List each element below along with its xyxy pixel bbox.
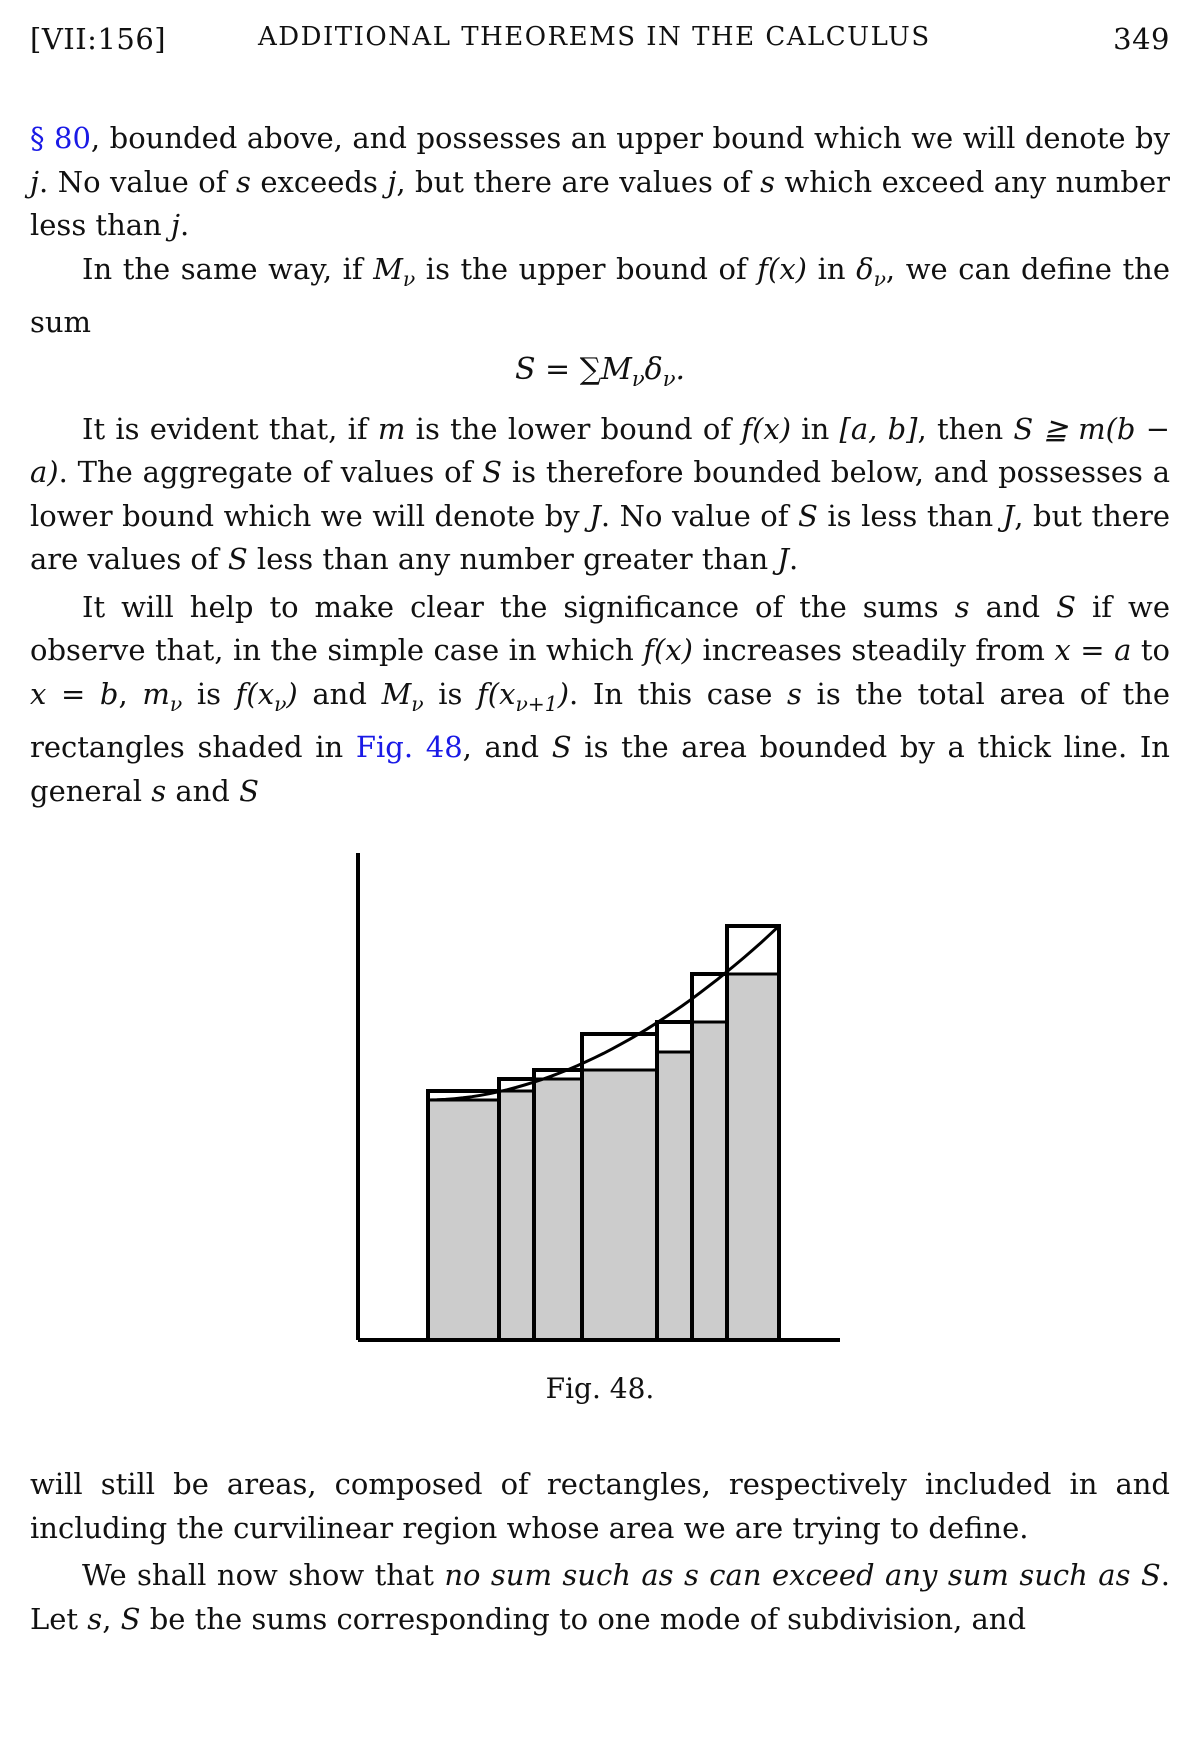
lower-rectangle (657, 1052, 692, 1340)
lower-rectangle (534, 1079, 582, 1340)
running-title: ADDITIONAL THEOREMS IN THE CALCULUS (258, 22, 931, 52)
lower-rectangle (582, 1070, 657, 1340)
figure-48 (30, 845, 1170, 1405)
display-equation: $S = \sum M_\nu\delta_\nu$. (514, 352, 686, 392)
paragraph-3: It is evident that, if m is the lower bound of f(x) in [a, b], then S ≧ m(b − a). The aggregate of values of S is therefore bounded below, and possesses a lower bound which we will denote by J. No value of S is less than J, but there are values of S less than any number greater than J. (30, 411, 1170, 577)
riemann-sum-diagram (30, 845, 1170, 1365)
page-number: 349 (1113, 22, 1170, 56)
paragraph-2: In the same way, if $M_\nu$ is the upper bound of f(x) in $\delta_\nu$, we can define the sum (30, 251, 1171, 339)
lower-rectangle (428, 1100, 499, 1340)
lower-rectangle (692, 1022, 727, 1340)
section-link[interactable]: § 80 (30, 121, 91, 155)
paragraph-5: will still be areas, composed of rectangles, respectively included in and including the curvilinear region whose area we are trying to define. We shall now show that no sum such as s can exceed any sum such as S. Let s, S be the sums corresponding to one mode of subdivision, and (30, 1463, 1170, 1641)
figure-caption: Fig. 48. (545, 1372, 655, 1405)
lower-rectangle (499, 1091, 534, 1340)
paragraph-4: It will help to make clear the significance of the sums s and S if we observe that, in the simple case in which f(x) increases steadily from x = a to x = b, $m_\nu$ is $f(x_\nu)$ and $M_\nu$ is $f(x_{\nu+1})$. In this case s is the total area of the rectangles shaded in Fig. 48, and S is the area bounded by a thick line. In general s and S (30, 589, 1171, 808)
lower-rectangle (727, 974, 779, 1340)
section-marker: [VII:156] (30, 22, 167, 56)
page (30, 0, 1170, 1745)
paragraph-1: § 80, bounded above, and possesses an upper bound which we will denote by j. No value of s exceeds j, but there are values of s which exceed any number less than j. In the same way, if $M_\nu$ is the upper bound of f(x) in $\delta_\nu$, we can define the sum $S = \sum M_\nu\delta_\nu$. It is evident that, if m is the lower bound of f(x) in [a, b], then S ≧ m(b − a). The aggregate of values of S is therefore bounded below, and possesses a lower bound which we will denote by J. No value of S is less than J, but there are values of S less than any number greater than J. It will help to make clear the significance of the sums s and S if we observe that, in the simple case in which f(x) increases steadily from x = a to x = b, $m_\nu$ is $f(x_\nu)$ and $M_\nu$ is $f(x_{\nu+1})$. In this case s is the total area of the rectangles shaded in Fig. 48, and S is the area bounded by a thick line. In general s and S (30, 117, 1170, 813)
paragraph-6: We shall now show that no sum such as s can exceed any sum such as S. Let s, S be the sums corresponding to one mode of subdivision, and (30, 1558, 1170, 1636)
figure-link[interactable]: Fig. 48 (355, 730, 463, 765)
running-header (30, 22, 1170, 62)
